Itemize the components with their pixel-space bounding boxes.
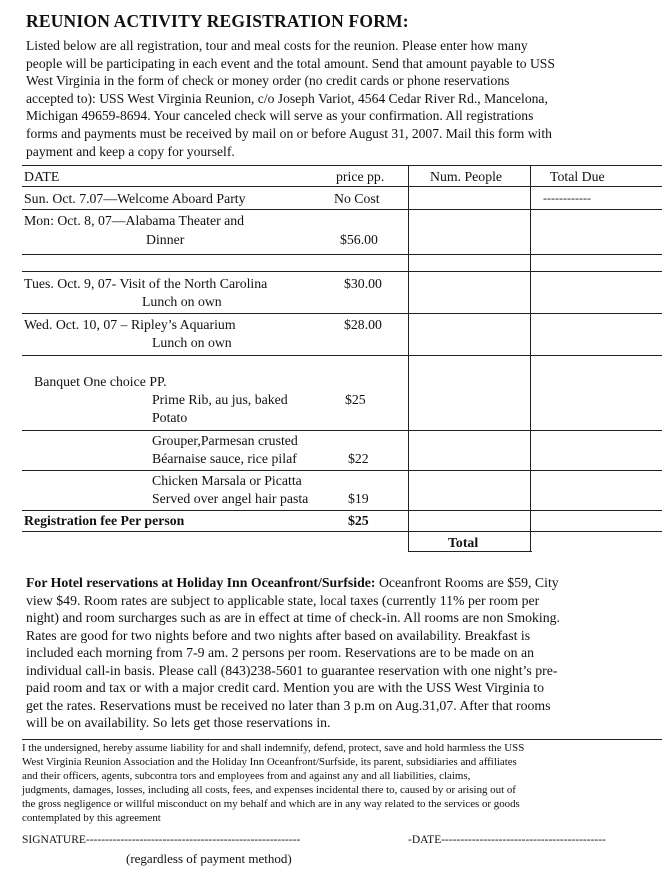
hotel-reservations	[26, 574, 656, 732]
header-price: price pp.	[336, 169, 385, 184]
form-intro	[26, 37, 656, 160]
banquet-prime-rib-line2: Potato	[152, 410, 188, 425]
waiver-line: and their officers, agents, subcontra tors and employees from and against any and all liabilities, claims,	[22, 770, 471, 782]
hotel-line: night) and room surcharges such as are in effect at time of check-in. All rooms are non Smoking.	[26, 610, 560, 625]
intro-line: people will be participating in each event and the total amount. Send that amount payable to USS	[26, 55, 555, 71]
total-welcome-party: ------------	[543, 191, 591, 205]
price-grouper: $22	[348, 451, 369, 466]
event-alabama-theater-line2: Dinner	[146, 232, 185, 247]
waiver-line: judgments, damages, losses, including all costs, fees, and expenses incidental there to, caused by or arising out of	[22, 784, 516, 796]
event-ripleys-aquarium: Wed. Oct. 10, 07 – Ripley’s Aquarium	[24, 317, 236, 332]
intro-line: Michigan 49659-8694. Your canceled check will serve as your confirmation. All registrations	[26, 108, 534, 124]
hotel-line: will be on availability. So lets get those reservations in.	[26, 715, 331, 730]
hotel-heading: For Hotel reservations at Holiday Inn Oceanfront/Surfside:	[26, 575, 376, 590]
intro-line: West Virginia in the form of check or money order (no credit cards or phone reservations	[26, 73, 510, 89]
liability-waiver	[22, 741, 662, 825]
table-rule	[22, 531, 662, 532]
event-alabama-theater: Mon: Oct. 8, 07—Alabama Theater and	[24, 213, 245, 228]
price-north-carolina: $30.00	[344, 276, 382, 291]
banquet-grouper: Grouper,Parmesan crusted	[152, 433, 298, 448]
price-chicken: $19	[348, 491, 369, 506]
table-rule	[22, 355, 662, 356]
intro-line: Listed below are all registration, tour and meal costs for the reunion. Please enter how many	[26, 38, 528, 53]
table-rule	[22, 271, 662, 272]
waiver-divider	[22, 739, 662, 740]
waiver-line: West Virginia Reunion Association and the Holiday Inn Oceanfront/Surfside, its parent, subsidiaries and affiliates	[22, 756, 517, 768]
waiver-line: the gross negligence or willful misconduct on my behalf and which are in any way related to the services or goods	[22, 798, 520, 810]
event-welcome-party: Sun. Oct. 7.07—Welcome Aboard Party	[24, 191, 246, 206]
table-rule	[22, 470, 662, 471]
hotel-line: included each morning from 7-9 am. 2 persons per room. Reservations are to be made on an	[26, 645, 535, 660]
banquet-grouper-line2: Béarnaise sauce, rice pilaf	[152, 451, 297, 466]
banquet-chicken-line2: Served over angel hair pasta	[152, 491, 309, 506]
registration-fee-label: Registration fee Per person	[24, 513, 185, 528]
table-rule	[22, 254, 662, 255]
form-title: REUNION ACTIVITY REGISTRATION FORM:	[26, 11, 409, 31]
table-rule	[22, 313, 662, 314]
table-rule	[22, 430, 662, 431]
table-rule	[530, 165, 531, 551]
price-alabama-theater: $56.00	[340, 232, 378, 247]
event-ripleys-aquarium-line2: Lunch on own	[152, 335, 232, 350]
waiver-line: contemplated by this agreement	[22, 812, 161, 824]
intro-line: accepted to): USS West Virginia Reunion, c/o Joseph Variot, 4564 Cedar River Rd., Mancelona,	[26, 90, 548, 106]
event-north-carolina-line2: Lunch on own	[142, 294, 222, 309]
header-num-people: Num. People	[430, 169, 503, 184]
table-rule	[408, 165, 409, 551]
event-north-carolina: Tues. Oct. 9, 07- Visit of the North Carolina	[24, 276, 268, 291]
table-rule	[22, 186, 662, 187]
registration-fee-price: $25	[348, 513, 369, 528]
hotel-line-text: Oceanfront Rooms are $59, City	[378, 575, 559, 590]
banquet-prime-rib: Prime Rib, au jus, baked	[152, 392, 288, 407]
registration-table	[22, 165, 662, 555]
price-ripleys-aquarium: $28.00	[344, 317, 382, 332]
table-rule	[22, 510, 662, 511]
table-rule	[22, 165, 662, 166]
hotel-line: get the rates. Reservations must be received no later than 3 p.m on Aug.31,07. After that rooms	[26, 697, 551, 713]
price-welcome-party: No Cost	[334, 191, 380, 206]
table-rule	[408, 551, 532, 552]
waiver-line: I the undersigned, hereby assume liability for and shall indemnify, defend, protect, save and hold harmless the USS	[22, 742, 525, 754]
intro-line: forms and payments must be received by mail on or before August 31, 2007. Mail this form with	[26, 125, 552, 141]
hotel-line: Rates are good for two nights before and two nights after based on availability. Breakfast is	[26, 627, 531, 643]
hotel-line: individual call-in basis. Please call (843)238-5601 to guarantee reservation with one night’s pre-	[26, 662, 558, 678]
price-prime-rib: $25	[345, 392, 366, 407]
hotel-line: paid room and tax or with a major credit card. Mention you are with the USS West Virginia to	[26, 680, 545, 695]
intro-line: payment and keep a copy for yourself.	[26, 143, 235, 159]
total-label: Total	[448, 535, 479, 550]
hotel-line: view $49. Room rates are subject to applicable state, local taxes (currently 11% per room per	[26, 592, 540, 608]
signature-field[interactable]: SIGNATURE--------------------------------------------------------	[22, 834, 301, 846]
payment-note: (regardless of payment method)	[126, 851, 292, 866]
date-field[interactable]: -DATE-------------------------------------------	[408, 834, 606, 846]
banquet-chicken: Chicken Marsala or Picatta	[152, 473, 302, 488]
header-total-due: Total Due	[550, 169, 605, 184]
banquet-heading: Banquet One choice PP.	[34, 374, 167, 389]
header-date: DATE	[24, 169, 60, 184]
table-rule	[22, 209, 662, 210]
hotel-line	[26, 574, 656, 592]
